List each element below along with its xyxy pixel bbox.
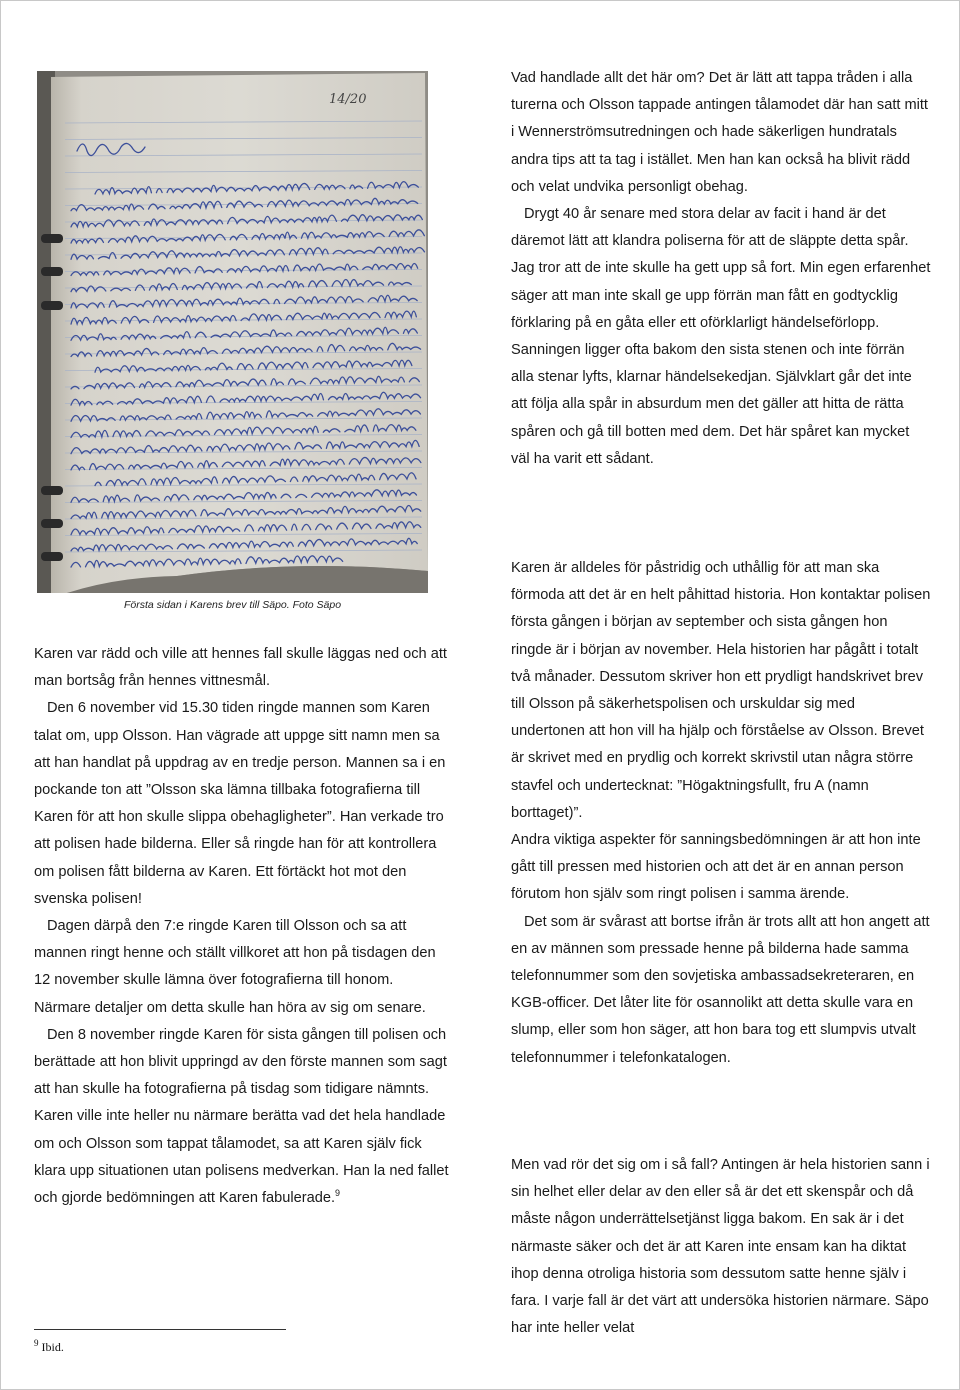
letter-photo xyxy=(37,71,428,593)
page-number: 14/20 xyxy=(329,92,367,107)
footnote xyxy=(34,1340,64,1355)
paragraph xyxy=(34,1022,454,1212)
paragraph: Det som är svårast att bortse ifrån är trots allt att hon angett att en av männen som pressade henne på bilderna hade samma telefonnummer som den sovjetiska ambassadsekreteraren, en KGB-officer. Det låter lite för osannolikt att detta skulle vara en slump, eller som hon säger, att hon bara tog ett slumpvis utvalt telefonnummer i telefonkatalogen. xyxy=(511,913,930,1066)
paragraph: Drygt 40 år senare med stora delar av facit i hand är det däremot lätt att klandra poliserna för att de släppte detta spår. Jag tror att de inte skulle ha gett upp så fort. Min egen erfarenhet säger att man inte skall ge upp förrän man fått en godtycklig förklaring på en gåta eller ett oförklarligt händelseförlopp. Sanningen ligger ofta bakom den sista stenen och inte förrän alla stenar lyfts, klarnar händelsekedjan. Självklart går det inte att följa alla spår in absurdum men det gäller att hitta de rätta spåren och gå till botten med dem. Det här spåret kan mycket väl ha varit ett sådant. xyxy=(511,206,931,467)
paragraph: Den 6 november vid 15.30 tiden ringde mannen som Karen talat om, upp Olsson. Han vägrade att uppge sitt namn men sa att han handlat på uppdrag av en tredje person. Mannen sa i en pockande ton att ”Olsson ska lämna tillbaka fotografierna till Karen för att hon skulle slippa obehagligheter”. Han verkade tro att polisen hade bilderna. Eller så ringde han för att kontrollera om polisen fått bilderna av Karen. Ett förtäckt hot mot den svenska polisen! xyxy=(34,700,446,907)
right-column-top xyxy=(511,65,931,473)
right-column-bottom xyxy=(511,1152,931,1342)
paragraph: Men vad rör det sig om i så fall? Antingen är hela historien sann i sin helhet eller delar av den eller så är det ett skenspår och då måste någon underrättelsetjänst ligga bakom. En sak är i det närmaste säker och det är att Karen inte ensam kan ha diktat ihop denna otroliga historia som dessutom satte henne själv i fara. I varje fall är det värt att undersöka historien närmare. Säpo har inte heller velat xyxy=(511,1157,930,1337)
paragraph: Karen är alldeles för påstridig och uthållig för att man ska förmoda att det är en helt påhittad historia. Hon kontaktar polisen första gången i början av september och sista gången hon ringde är i början av november. Hela historien har pågått i totalt två månader. Dessutom skriver hon ett prydligt handskrivet brev till Olsson på säkerhetspolisen och urskuldar sig med undertonen att hon vill ha hjälp och förståelse av Olsson. Brevet är skrivet med en prydlig och korrekt skrivstil utan några större stavfel och undertecknat: ”Högaktningsfullt, fru A (namn borttaget)”. xyxy=(511,560,931,821)
footnote-divider xyxy=(34,1329,286,1330)
paragraph-text: Den 8 november ringde Karen för sista gången till polisen och berättade att hon blivit uppringd av den förste mannen som sagt att han skulle ha fotografierna på tisdag som tidigare nämnts. Karen ville inte heller nu närmare berätta vad det hela handlade om och Olsson som tappat tålamodet, sa att Karen själv fick klara upp situationen utan polisens medverkan. Han la ned fallet och gjorde bedömningen att Karen fabulerade. xyxy=(34,1026,449,1207)
footnote-text: Ibid. xyxy=(41,1340,64,1354)
left-column xyxy=(34,641,454,1212)
paragraph: Karen var rädd och ville att hennes fall skulle läggas ned och att man bortsåg från hennes vittnesmål. xyxy=(34,646,447,690)
paragraph: Dagen därpå den 7:e ringde Karen till Olsson och sa att mannen ringt henne och ställt villkoret att hon på tisdagen den 12 november skulle lämna över fotografierna till honom. Närmare detaljer om detta skulle han höra av sig om senare. xyxy=(34,918,436,1016)
footnote-number: 9 xyxy=(34,1338,39,1348)
paragraph: Vad handlade allt det här om? Det är lätt att tappa tråden i alla turerna och Olsson tappade antingen tålamodet där han satt mitt i Wennerströmsutredningen och hade säkerligen hundratals andra tips att ta tag i istället. Men han kan också ha blivit rädd och velat undvika personligt obehag. xyxy=(511,70,928,195)
footnote-reference[interactable]: 9 xyxy=(335,1188,341,1199)
paragraph: Andra viktiga aspekter för sanningsbedömningen är att hon inte gått till pressen med historien och att det är en annan person förutom hon själv som ringt polisen i samma ärende. xyxy=(511,832,921,903)
right-column-middle xyxy=(511,555,931,1072)
photo-caption: Första sidan i Karens brev till Säpo. Foto Säpo xyxy=(123,599,342,611)
